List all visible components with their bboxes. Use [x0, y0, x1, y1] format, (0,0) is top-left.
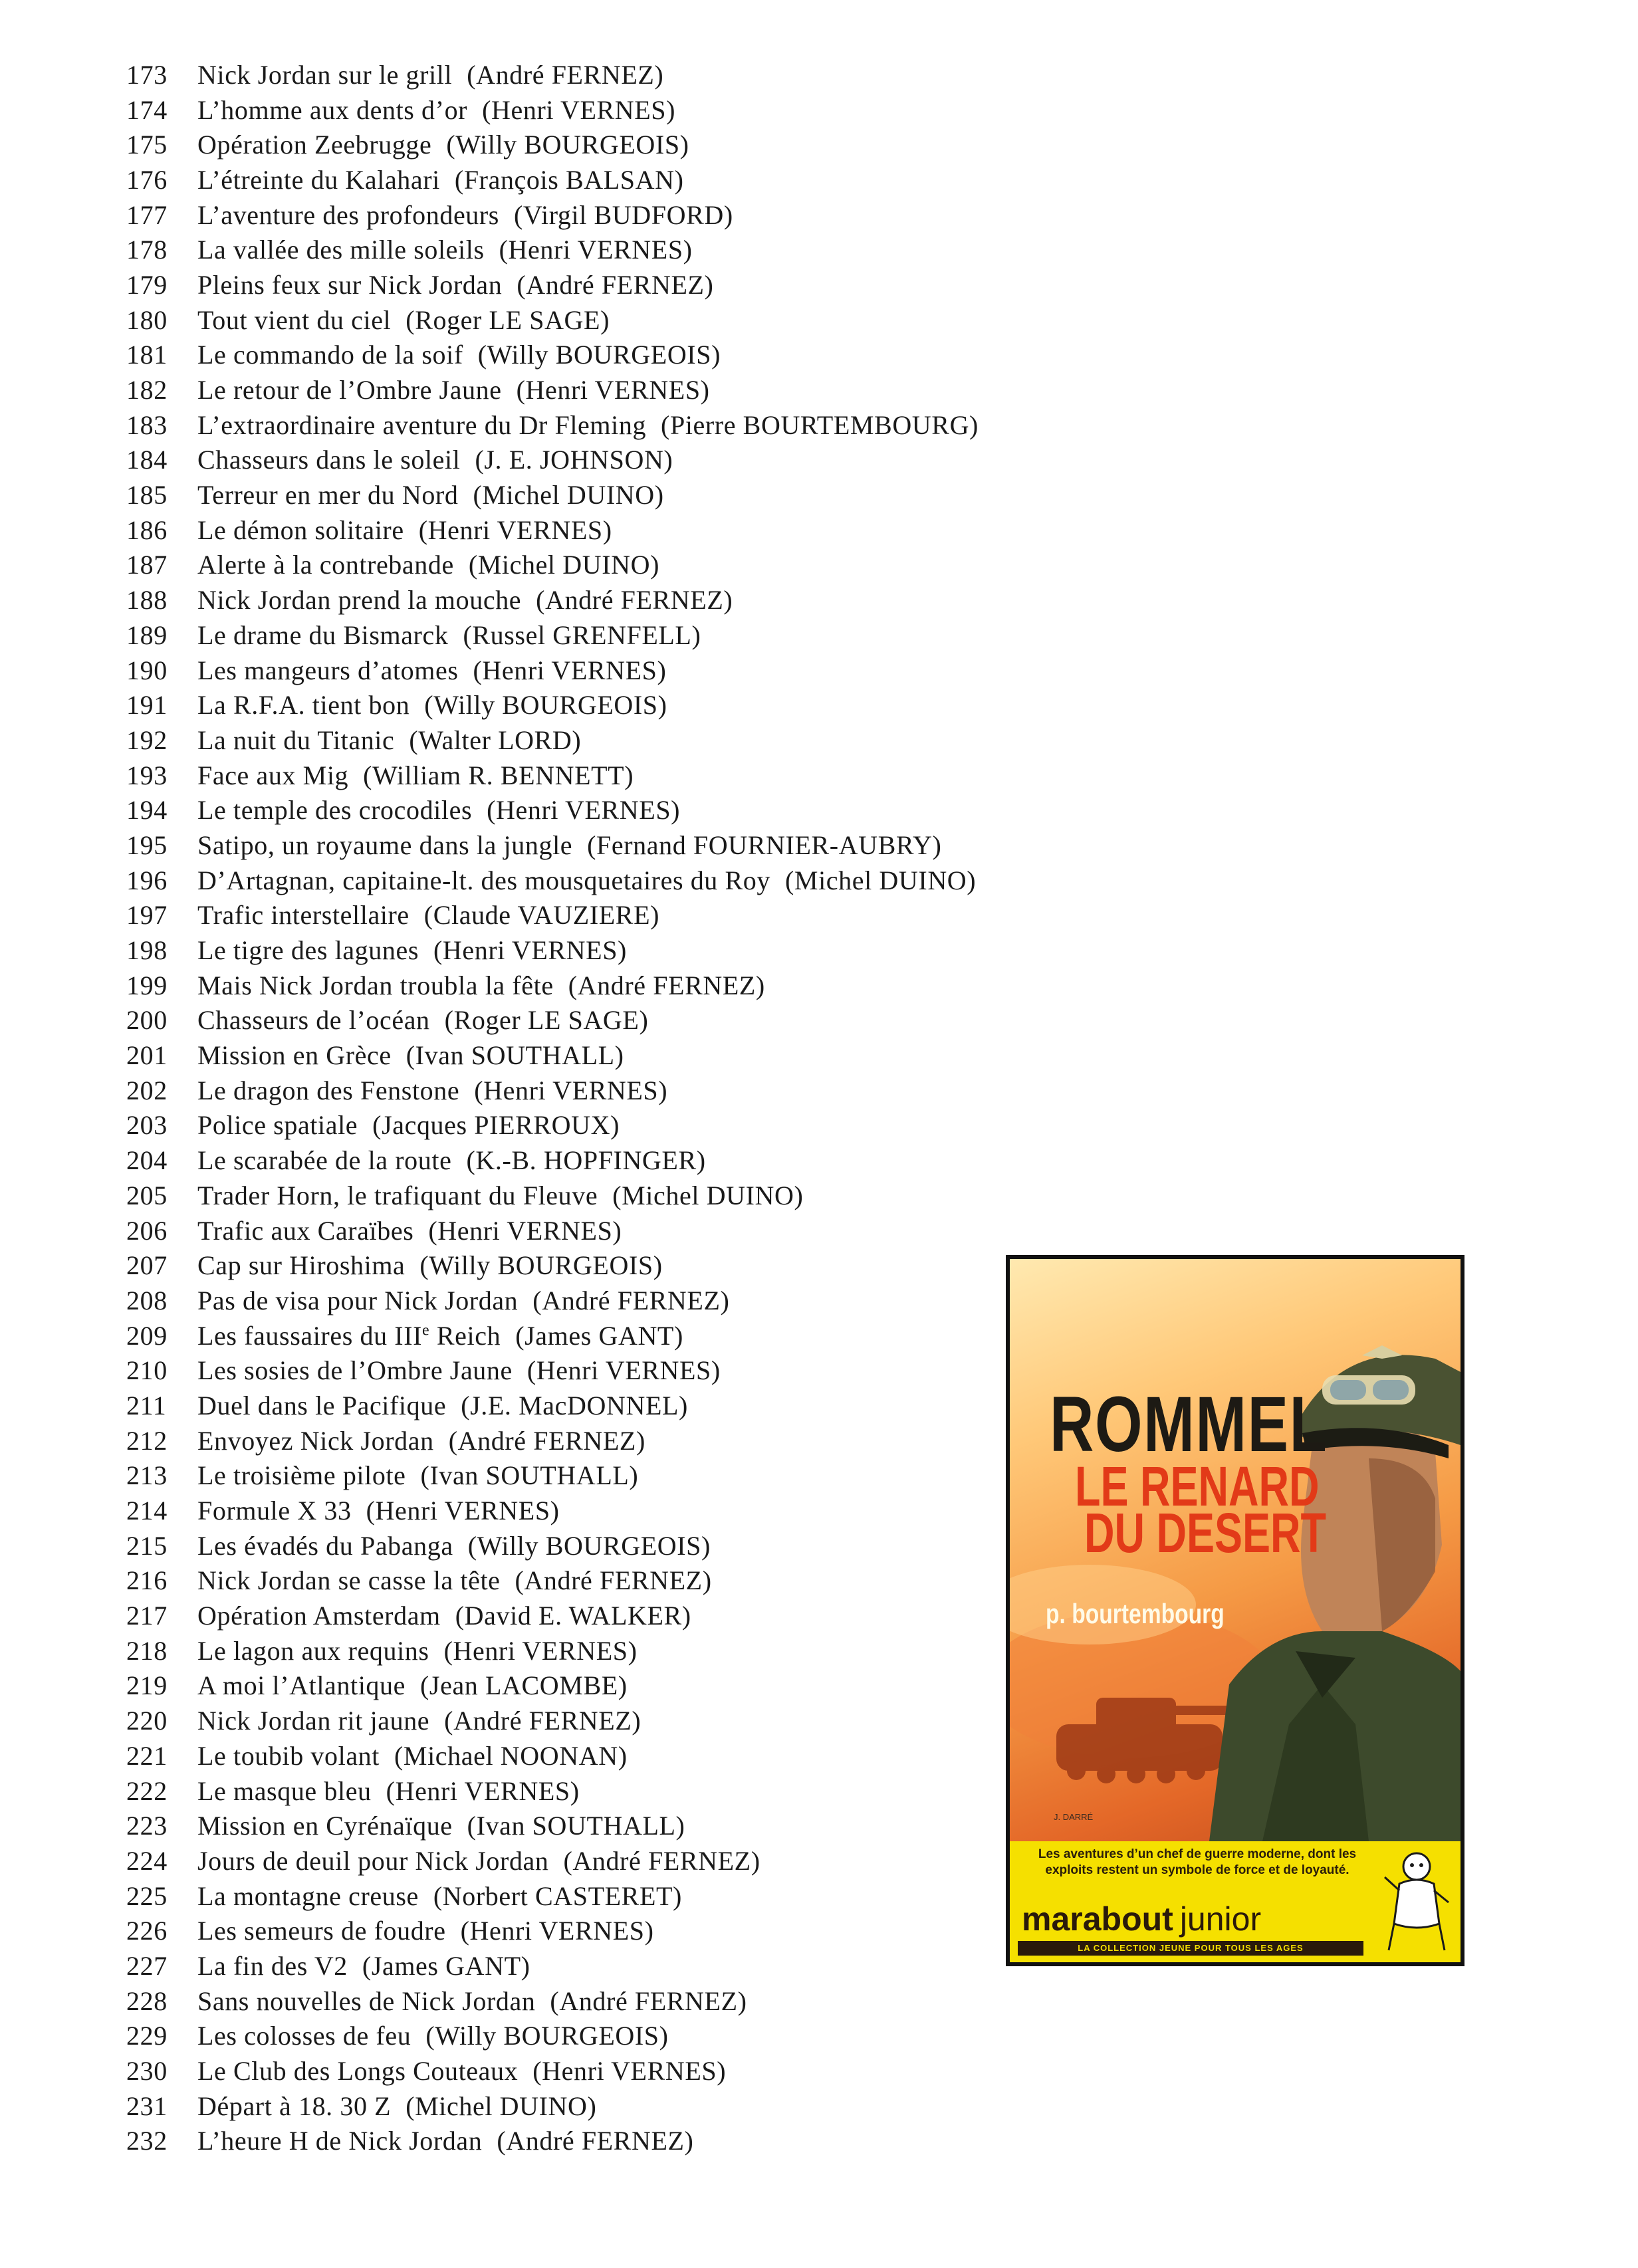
- cover-subtitle-line1: LE RENARD: [1075, 1455, 1320, 1518]
- catalog-entry: [126, 512, 1177, 548]
- entry-title: [197, 1670, 406, 1701]
- entry-title-text: Les colosses de feu: [197, 2021, 411, 2051]
- entry-number: 215: [126, 1530, 168, 1561]
- entry-number: 219: [126, 1670, 168, 1701]
- entry-title: [197, 479, 458, 510]
- catalog-entry: [126, 792, 1177, 828]
- catalog-entry: [126, 1073, 1177, 1108]
- entry-author: (Virgil BUDFORD): [513, 199, 733, 230]
- entry-title-text: La R.F.A. tient bon: [197, 690, 410, 721]
- entry-title: [197, 1705, 429, 1736]
- entry-title-text: Jours de deuil pour Nick Jordan: [197, 1845, 549, 1876]
- entry-number: 174: [126, 94, 168, 125]
- entry-title-text: Le retour de l’Ombre Jaune: [197, 375, 502, 405]
- entry-title-text: Trader Horn, le trafiquant du Fleuve: [197, 1180, 598, 1210]
- entry-title-text: Nick Jordan rit jaune: [197, 1706, 430, 1736]
- catalog-entry: [126, 197, 1177, 233]
- catalog-entry: [126, 407, 1177, 443]
- entry-author: (Pierre BOURTEMBOURG): [661, 409, 979, 440]
- entry-title-text: L’étreinte du Kalahari: [197, 164, 440, 195]
- entry-title: [197, 1109, 358, 1141]
- entry-title-text: Le masque bleu: [197, 1775, 372, 1806]
- entry-author: (Henri VERNES): [433, 935, 627, 966]
- entry-number: 226: [126, 1916, 168, 1946]
- catalog-entry: [126, 898, 1177, 933]
- entry-title-text: L’heure H de Nick Jordan: [197, 2126, 483, 2156]
- catalog-entry: [126, 477, 1177, 512]
- entry-author: (André FERNEZ): [536, 585, 733, 616]
- entry-title-text: Face aux Mig: [197, 760, 349, 790]
- entry-number: 204: [126, 1145, 168, 1176]
- entry-title: [197, 1880, 419, 1912]
- entry-author: (Jean LACOMBE): [420, 1670, 628, 1701]
- entry-author: (André FERNEZ): [497, 2126, 694, 2156]
- entry-author: (Fernand FOURNIER-AUBRY): [587, 830, 942, 860]
- entry-number: 200: [126, 1005, 168, 1036]
- entry-number: 225: [126, 1880, 168, 1911]
- entry-title: [197, 760, 348, 791]
- entry-title-text: Le lagon aux requins: [197, 1635, 429, 1666]
- entry-title-text: Le toubib volant: [197, 1740, 380, 1771]
- entry-number: 222: [126, 1775, 168, 1806]
- entry-title: [197, 1565, 501, 1596]
- entry-author: (André FERNEZ): [517, 269, 714, 300]
- catalog-entry: [126, 618, 1177, 653]
- entry-author: (Michel DUINO): [406, 2091, 597, 2121]
- entry-title: [197, 374, 502, 405]
- entry-number: 211: [126, 1390, 167, 1420]
- entry-author: (Russel GRENFELL): [463, 620, 701, 650]
- entry-title: [197, 1320, 501, 1351]
- entry-number: 191: [126, 690, 168, 721]
- entry-title-text: Les faussaires du III: [197, 1320, 423, 1351]
- entry-author: (K.-B. HOPFINGER): [466, 1145, 706, 1176]
- entry-number: 190: [126, 655, 168, 685]
- entry-title-text: L’aventure des profondeurs: [197, 199, 499, 230]
- entry-title-text: La montagne creuse: [197, 1880, 419, 1911]
- entry-number: 205: [126, 1180, 168, 1210]
- catalog-entry: [126, 372, 1177, 407]
- cover-tagline: Les aventures d’un chef de guerre moderne, dont les exploits restent un symbole de force et de loyauté.: [1038, 1847, 1357, 1877]
- entry-number: 207: [126, 1250, 168, 1281]
- entry-title-text: Formule X 33: [197, 1496, 352, 1526]
- entry-title: [197, 549, 454, 580]
- entry-title-text: Mission en Grèce: [197, 1040, 392, 1071]
- entry-author: (Willy BOURGEOIS): [419, 1250, 663, 1281]
- entry-number: 199: [126, 970, 168, 1000]
- entry-title-text: Les mangeurs d’atomes: [197, 655, 459, 685]
- entry-author: (André FERNEZ): [448, 1425, 645, 1456]
- entry-title-text: Le tigre des lagunes: [197, 935, 419, 966]
- entry-author: (André FERNEZ): [467, 59, 664, 90]
- entry-author: (Henri VERNES): [443, 1635, 638, 1666]
- entry-title: [197, 1635, 429, 1666]
- entry-title-text: Le démon solitaire: [197, 514, 404, 545]
- entry-author: (Henri VERNES): [418, 514, 612, 545]
- entry-number: 193: [126, 760, 168, 790]
- entry-title-text: Mission en Cyrénaïque: [197, 1811, 453, 1841]
- entry-title-text: Nick Jordan prend la mouche: [197, 585, 522, 616]
- entry-title-text: Trafic interstellaire: [197, 900, 410, 931]
- catalog-entry: [126, 232, 1177, 267]
- entry-title-text: Tout vient du ciel: [197, 304, 392, 335]
- entry-title: [197, 1250, 405, 1281]
- entry-title: [197, 1285, 518, 1316]
- entry-number: 231: [126, 2091, 168, 2121]
- entry-title-text: L’homme aux dents d’or: [197, 94, 468, 125]
- mascot-icon: [1379, 1844, 1454, 1957]
- entry-number: 197: [126, 900, 168, 931]
- entry-title: [197, 1145, 451, 1176]
- entry-title-text: Le temple des crocodiles: [197, 795, 473, 826]
- entry-number: 230: [126, 2056, 168, 2087]
- entry-number: 218: [126, 1635, 168, 1666]
- entry-title: [197, 1460, 406, 1491]
- entry-title: [197, 234, 485, 265]
- entry-number: 185: [126, 480, 168, 510]
- entry-author: (Ivan SOUTHALL): [406, 1040, 624, 1071]
- entry-author: (Henri VERNES): [473, 655, 667, 685]
- entry-title: [197, 94, 467, 126]
- entry-title: [197, 655, 458, 686]
- entry-number: 186: [126, 514, 168, 545]
- entry-author: (Henri VERNES): [428, 1215, 622, 1246]
- entry-title-text: Pleins feux sur Nick Jordan: [197, 269, 503, 300]
- entry-number: 217: [126, 1601, 168, 1631]
- entry-title-text: Le drame du Bismarck: [197, 620, 449, 650]
- catalog-entry: [126, 338, 1177, 373]
- catalog-entry: [126, 2089, 1177, 2124]
- entry-title: [197, 1495, 352, 1526]
- entry-title: [197, 1915, 446, 1946]
- catalog-entry: [126, 2019, 1177, 2054]
- entry-author: (Willy BOURGEOIS): [424, 690, 667, 721]
- catalog-entry: [126, 127, 1177, 162]
- entry-number: 195: [126, 830, 168, 860]
- entry-title-text: Le Club des Longs Couteaux: [197, 2056, 519, 2087]
- entry-author: (Willy BOURGEOIS): [467, 1530, 711, 1561]
- entry-number: 228: [126, 1985, 168, 2016]
- catalog-entry: [126, 653, 1177, 688]
- entry-author: (Michel DUINO): [473, 480, 664, 510]
- entry-author: (Claude VAUZIERE): [423, 900, 660, 931]
- entry-title: [197, 1950, 348, 1982]
- entry-title-text: Duel dans le Pacifique: [197, 1390, 447, 1420]
- entry-author: (Michael NOONAN): [394, 1740, 628, 1771]
- publisher-logo: [1022, 1902, 1261, 1936]
- entry-title: [197, 1390, 446, 1421]
- entry-title-text: Les évadés du Pabanga: [197, 1530, 453, 1561]
- entry-author: (Willy BOURGEOIS): [425, 2021, 669, 2051]
- entry-number: 224: [126, 1845, 168, 1876]
- catalog-entry: [126, 1178, 1177, 1213]
- entry-title-text: Opération Zeebrugge: [197, 130, 432, 160]
- entry-title-text: Sans nouvelles de Nick Jordan: [197, 1985, 536, 2016]
- entry-title-text: Départ à 18. 30 Z: [197, 2091, 392, 2121]
- entry-title: [197, 514, 404, 546]
- entry-number: 188: [126, 585, 168, 616]
- entry-author: (Roger LE SAGE): [406, 304, 610, 335]
- catalog-entry: [126, 1984, 1177, 2019]
- entry-title-text: Cap sur Hiroshima: [197, 1250, 406, 1281]
- entry-title-text: Pas de visa pour Nick Jordan: [197, 1285, 519, 1315]
- entry-author: (Henri VERNES): [482, 94, 676, 125]
- entry-title: [197, 1180, 598, 1211]
- entry-number: 201: [126, 1040, 168, 1071]
- cover-author: p. bourtembourg: [1046, 1598, 1225, 1629]
- entry-author: (Willy BOURGEOIS): [446, 130, 689, 160]
- entry-number: 212: [126, 1425, 168, 1456]
- entry-author: (Henri VERNES): [487, 795, 681, 826]
- entry-author: (André FERNEZ): [563, 1845, 760, 1876]
- entry-title-text: Terreur en mer du Nord: [197, 480, 459, 510]
- cover-yellow-band: [1010, 1841, 1461, 1962]
- entry-number: 214: [126, 1496, 168, 1526]
- entry-title-text: Les semeurs de foudre: [197, 1916, 446, 1946]
- entry-title-text: Alerte à la contrebande: [197, 550, 454, 580]
- entry-number: 175: [126, 130, 168, 160]
- entry-title: [197, 339, 463, 370]
- entry-author: (Henri VERNES): [460, 1916, 654, 1946]
- collection-slogan: LA COLLECTION JEUNE POUR TOUS LES AGES: [1018, 1941, 1363, 1956]
- entry-title-text: Opération Amsterdam: [197, 1601, 441, 1631]
- entry-title: [197, 935, 419, 966]
- entry-author: (Jacques PIERROUX): [372, 1110, 620, 1141]
- entry-author: (William R. BENNETT): [363, 760, 634, 790]
- entry-title-text: Envoyez Nick Jordan: [197, 1425, 434, 1456]
- catalog-entry: [126, 582, 1177, 618]
- entry-title-text: Chasseurs de l’océan: [197, 1005, 430, 1036]
- entry-title: [197, 1004, 430, 1036]
- catalog-entry: [126, 687, 1177, 723]
- entry-title: [197, 269, 502, 300]
- entry-number: 180: [126, 304, 168, 335]
- entry-title: [197, 164, 440, 195]
- catalog-entry: [126, 968, 1177, 1003]
- entry-title-text: Le dragon des Fenstone: [197, 1075, 460, 1105]
- entry-title: [197, 1530, 453, 1561]
- entry-number: 223: [126, 1811, 168, 1841]
- entry-author: (Ivan SOUTHALL): [420, 1460, 639, 1491]
- entry-author: (François BALSAN): [454, 164, 684, 195]
- entry-number: 206: [126, 1215, 168, 1246]
- entry-title-text: D’Artagnan, capitaine-lt. des mousquetaires du Roy: [197, 865, 770, 895]
- entry-number: 213: [126, 1460, 168, 1491]
- entry-author: (André FERNEZ): [444, 1706, 642, 1736]
- entry-title: [197, 794, 472, 826]
- entry-title: [197, 1985, 535, 2017]
- entry-number: 210: [126, 1355, 168, 1386]
- entry-author: (Michel DUINO): [785, 865, 977, 895]
- entry-author: (James GANT): [515, 1320, 683, 1351]
- entry-title: [197, 584, 521, 616]
- entry-number: 208: [126, 1285, 168, 1315]
- entry-title-text: La vallée des mille soleils: [197, 235, 485, 265]
- publisher-name: marabout: [1022, 1900, 1173, 1938]
- entry-title-text: A moi l’Atlantique: [197, 1670, 406, 1701]
- entry-author: (Michel DUINO): [468, 550, 660, 580]
- entry-number: 179: [126, 269, 168, 300]
- entry-author: (Roger LE SAGE): [444, 1005, 649, 1036]
- entry-number: 220: [126, 1706, 168, 1736]
- catalog-entry: [126, 162, 1177, 197]
- cover-illustration: [1010, 1259, 1461, 1841]
- entry-title: [197, 129, 431, 160]
- entry-number: 202: [126, 1075, 168, 1105]
- catalog-entry: [126, 302, 1177, 338]
- entry-title: [197, 1845, 549, 1876]
- entry-author: (Henri VERNES): [526, 1355, 721, 1386]
- entry-author: (Henri VERNES): [386, 1775, 580, 1806]
- entry-author: (André FERNEZ): [532, 1285, 730, 1315]
- entry-title-text: Les sosies de l’Ombre Jaune: [197, 1355, 513, 1386]
- entry-title: [197, 59, 452, 90]
- entry-title: [197, 899, 410, 931]
- entry-title: [197, 199, 499, 231]
- catalog-entry: [126, 57, 1177, 92]
- entry-title-text: Police spatiale: [197, 1110, 358, 1141]
- entry-title-text: Chasseurs dans le soleil: [197, 445, 461, 475]
- entry-author: (Henri VERNES): [474, 1075, 668, 1105]
- entry-author: (André FERNEZ): [550, 1985, 747, 2016]
- entry-title: [197, 2020, 411, 2051]
- entry-title: [197, 1075, 459, 1106]
- catalog-entry: [126, 828, 1177, 863]
- entry-title-text: La fin des V2: [197, 1950, 348, 1981]
- entry-title-text: Satipo, un royaume dans la jungle: [197, 830, 573, 860]
- entry-number: 198: [126, 935, 168, 966]
- entry-title-text: Le commando de la soif: [197, 340, 463, 370]
- entry-number: 189: [126, 620, 168, 650]
- entry-number: 196: [126, 865, 168, 895]
- entry-author: (James GANT): [362, 1950, 530, 1981]
- entry-number: 181: [126, 340, 168, 370]
- catalog-entry: [126, 933, 1177, 968]
- entry-author: (Michel DUINO): [612, 1180, 804, 1210]
- entry-title: [197, 1810, 453, 1841]
- entry-title: [197, 865, 770, 896]
- catalog-entry: [126, 92, 1177, 128]
- entry-title: [197, 1425, 434, 1456]
- entry-number: 221: [126, 1740, 168, 1771]
- entry-author: (David E. WALKER): [455, 1601, 691, 1631]
- entry-title: [197, 1040, 392, 1071]
- entry-author: (Ivan SOUTHALL): [467, 1811, 685, 1841]
- artist-signature: J. DARRÉ: [1054, 1812, 1094, 1822]
- entry-title: [197, 1740, 380, 1771]
- catalog-entry: [126, 1143, 1177, 1178]
- entry-title-text: L’extraordinaire aventure du Dr Fleming: [197, 409, 647, 440]
- catalog-entry: [126, 2124, 1177, 2159]
- entry-author: (Henri VERNES): [532, 2056, 727, 2087]
- catalog-entry: [126, 758, 1177, 793]
- entry-author: (Willy BOURGEOIS): [477, 340, 721, 370]
- entry-number: 183: [126, 409, 168, 440]
- entry-title-end: Reich: [429, 1320, 501, 1351]
- entry-title: [197, 444, 460, 475]
- entry-number: 182: [126, 375, 168, 405]
- entry-number: 176: [126, 164, 168, 195]
- entry-title: [197, 409, 646, 441]
- entry-title-text: Le troisième pilote: [197, 1460, 406, 1491]
- entry-title-text: La nuit du Titanic: [197, 725, 395, 755]
- entry-title: [197, 1215, 413, 1246]
- entry-author: (André FERNEZ): [568, 970, 765, 1000]
- entry-title-text: Trafic aux Caraïbes: [197, 1215, 414, 1246]
- catalog-entry: [126, 723, 1177, 758]
- catalog-entry: [126, 863, 1177, 898]
- catalog-entry: [126, 1213, 1177, 1248]
- entry-number: 187: [126, 550, 168, 580]
- entry-author: (Henri VERNES): [366, 1496, 560, 1526]
- entry-title: [197, 2055, 518, 2087]
- entry-title: [197, 2125, 482, 2156]
- entry-number: 216: [126, 1565, 168, 1596]
- entry-title-text: Le scarabée de la route: [197, 1145, 452, 1176]
- catalog-entry: [126, 548, 1177, 583]
- entry-title-text: Nick Jordan se casse la tête: [197, 1565, 501, 1596]
- entry-author: (Henri VERNES): [499, 235, 693, 265]
- catalog-entry: [126, 1108, 1177, 1143]
- entry-title: [197, 620, 448, 651]
- entry-title: [197, 725, 394, 756]
- cover-title: ROMMEL: [1050, 1381, 1328, 1468]
- publisher-series: junior: [1179, 1900, 1262, 1938]
- entry-title-superscript: e: [422, 1321, 430, 1339]
- entry-number: 227: [126, 1950, 168, 1981]
- cover-subtitle-line2: DU DESERT: [1084, 1502, 1327, 1564]
- entry-author: (Norbert CASTERET): [433, 1880, 682, 1911]
- entry-number: 203: [126, 1110, 168, 1141]
- entry-number: 173: [126, 59, 168, 90]
- entry-author: (J. E. JOHNSON): [475, 445, 673, 475]
- entry-title: [197, 1355, 513, 1386]
- book-cover: [1006, 1255, 1464, 1966]
- entry-title-text: Mais Nick Jordan troubla la fête: [197, 970, 554, 1000]
- entry-number: 229: [126, 2021, 168, 2051]
- entry-title: [197, 970, 554, 1001]
- entry-number: 184: [126, 445, 168, 475]
- catalog-entry: [126, 267, 1177, 302]
- entry-number: 178: [126, 235, 168, 265]
- entry-number: 192: [126, 725, 168, 755]
- entry-title: [197, 1775, 372, 1807]
- entry-number: 232: [126, 2126, 168, 2156]
- entry-number: 177: [126, 199, 168, 230]
- catalog-entry: [126, 443, 1177, 478]
- entry-author: (J.E. MacDONNEL): [461, 1390, 688, 1420]
- entry-author: (Henri VERNES): [516, 375, 710, 405]
- entry-number: 194: [126, 795, 168, 826]
- entry-title: [197, 304, 391, 336]
- catalog-entry: [126, 1003, 1177, 1038]
- entry-number: 209: [126, 1320, 168, 1351]
- catalog-entry: [126, 2053, 1177, 2089]
- entry-title: [197, 2091, 391, 2122]
- entry-author: (André FERNEZ): [515, 1565, 712, 1596]
- catalog-entry: [126, 1038, 1177, 1073]
- entry-author: (Walter LORD): [409, 725, 582, 755]
- entry-title: [197, 830, 572, 861]
- entry-title-text: Nick Jordan sur le grill: [197, 59, 453, 90]
- entry-title: [197, 1600, 441, 1631]
- entry-title: [197, 689, 410, 721]
